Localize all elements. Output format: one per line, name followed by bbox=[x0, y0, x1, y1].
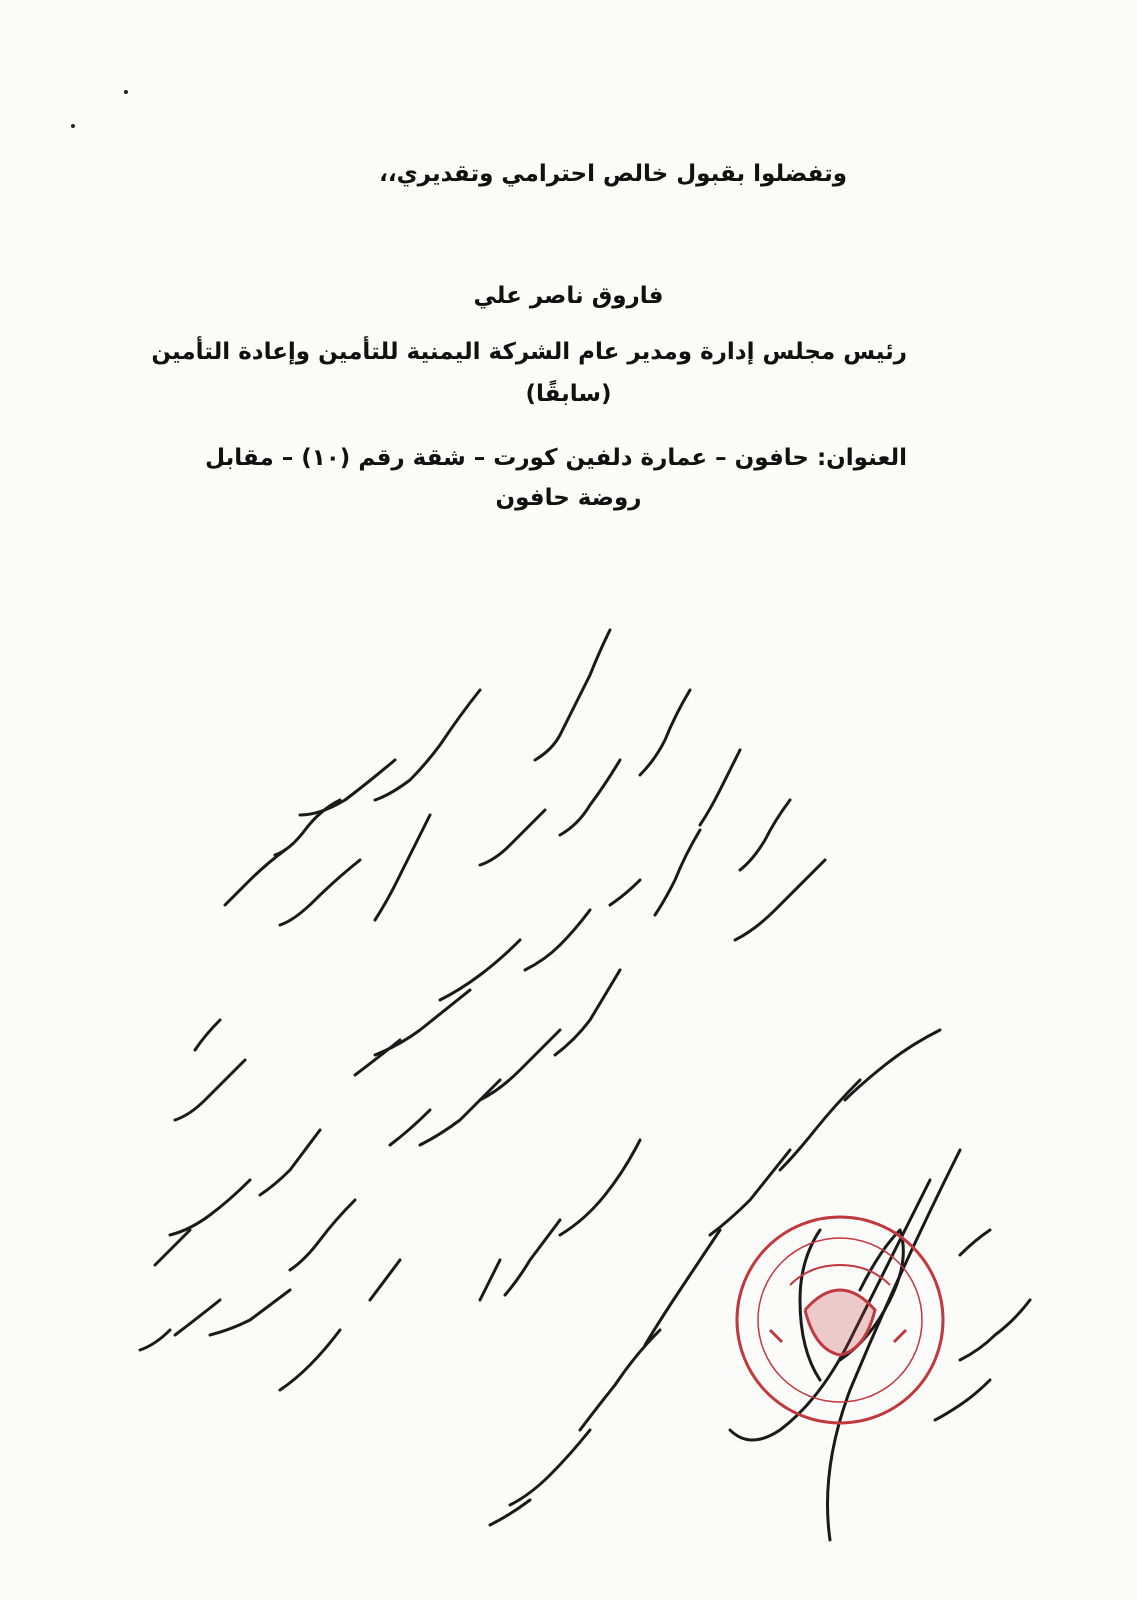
sender-title-note: (سابقًا) bbox=[525, 381, 612, 407]
closing-line: وتفضلوا بقبول خالص احترامي وتقديري،، bbox=[379, 161, 847, 187]
address-line-2: روضة حافون bbox=[495, 485, 642, 511]
page-speck bbox=[124, 90, 128, 94]
sender-name: فاروق ناصر علي bbox=[473, 283, 664, 309]
address-line-1: العنوان: حافون – عمارة دلفين كورت – شقة رقم (١٠) – مقابل bbox=[205, 445, 907, 471]
sender-title: رئيس مجلس إدارة ومدير عام الشركة اليمنية للتأمين وإعادة التأمين bbox=[151, 339, 907, 365]
official-stamp bbox=[737, 1217, 943, 1423]
handwriting-drawing bbox=[100, 600, 1100, 1600]
handwritten-annotation bbox=[100, 600, 1100, 1600]
page-speck bbox=[71, 124, 75, 128]
